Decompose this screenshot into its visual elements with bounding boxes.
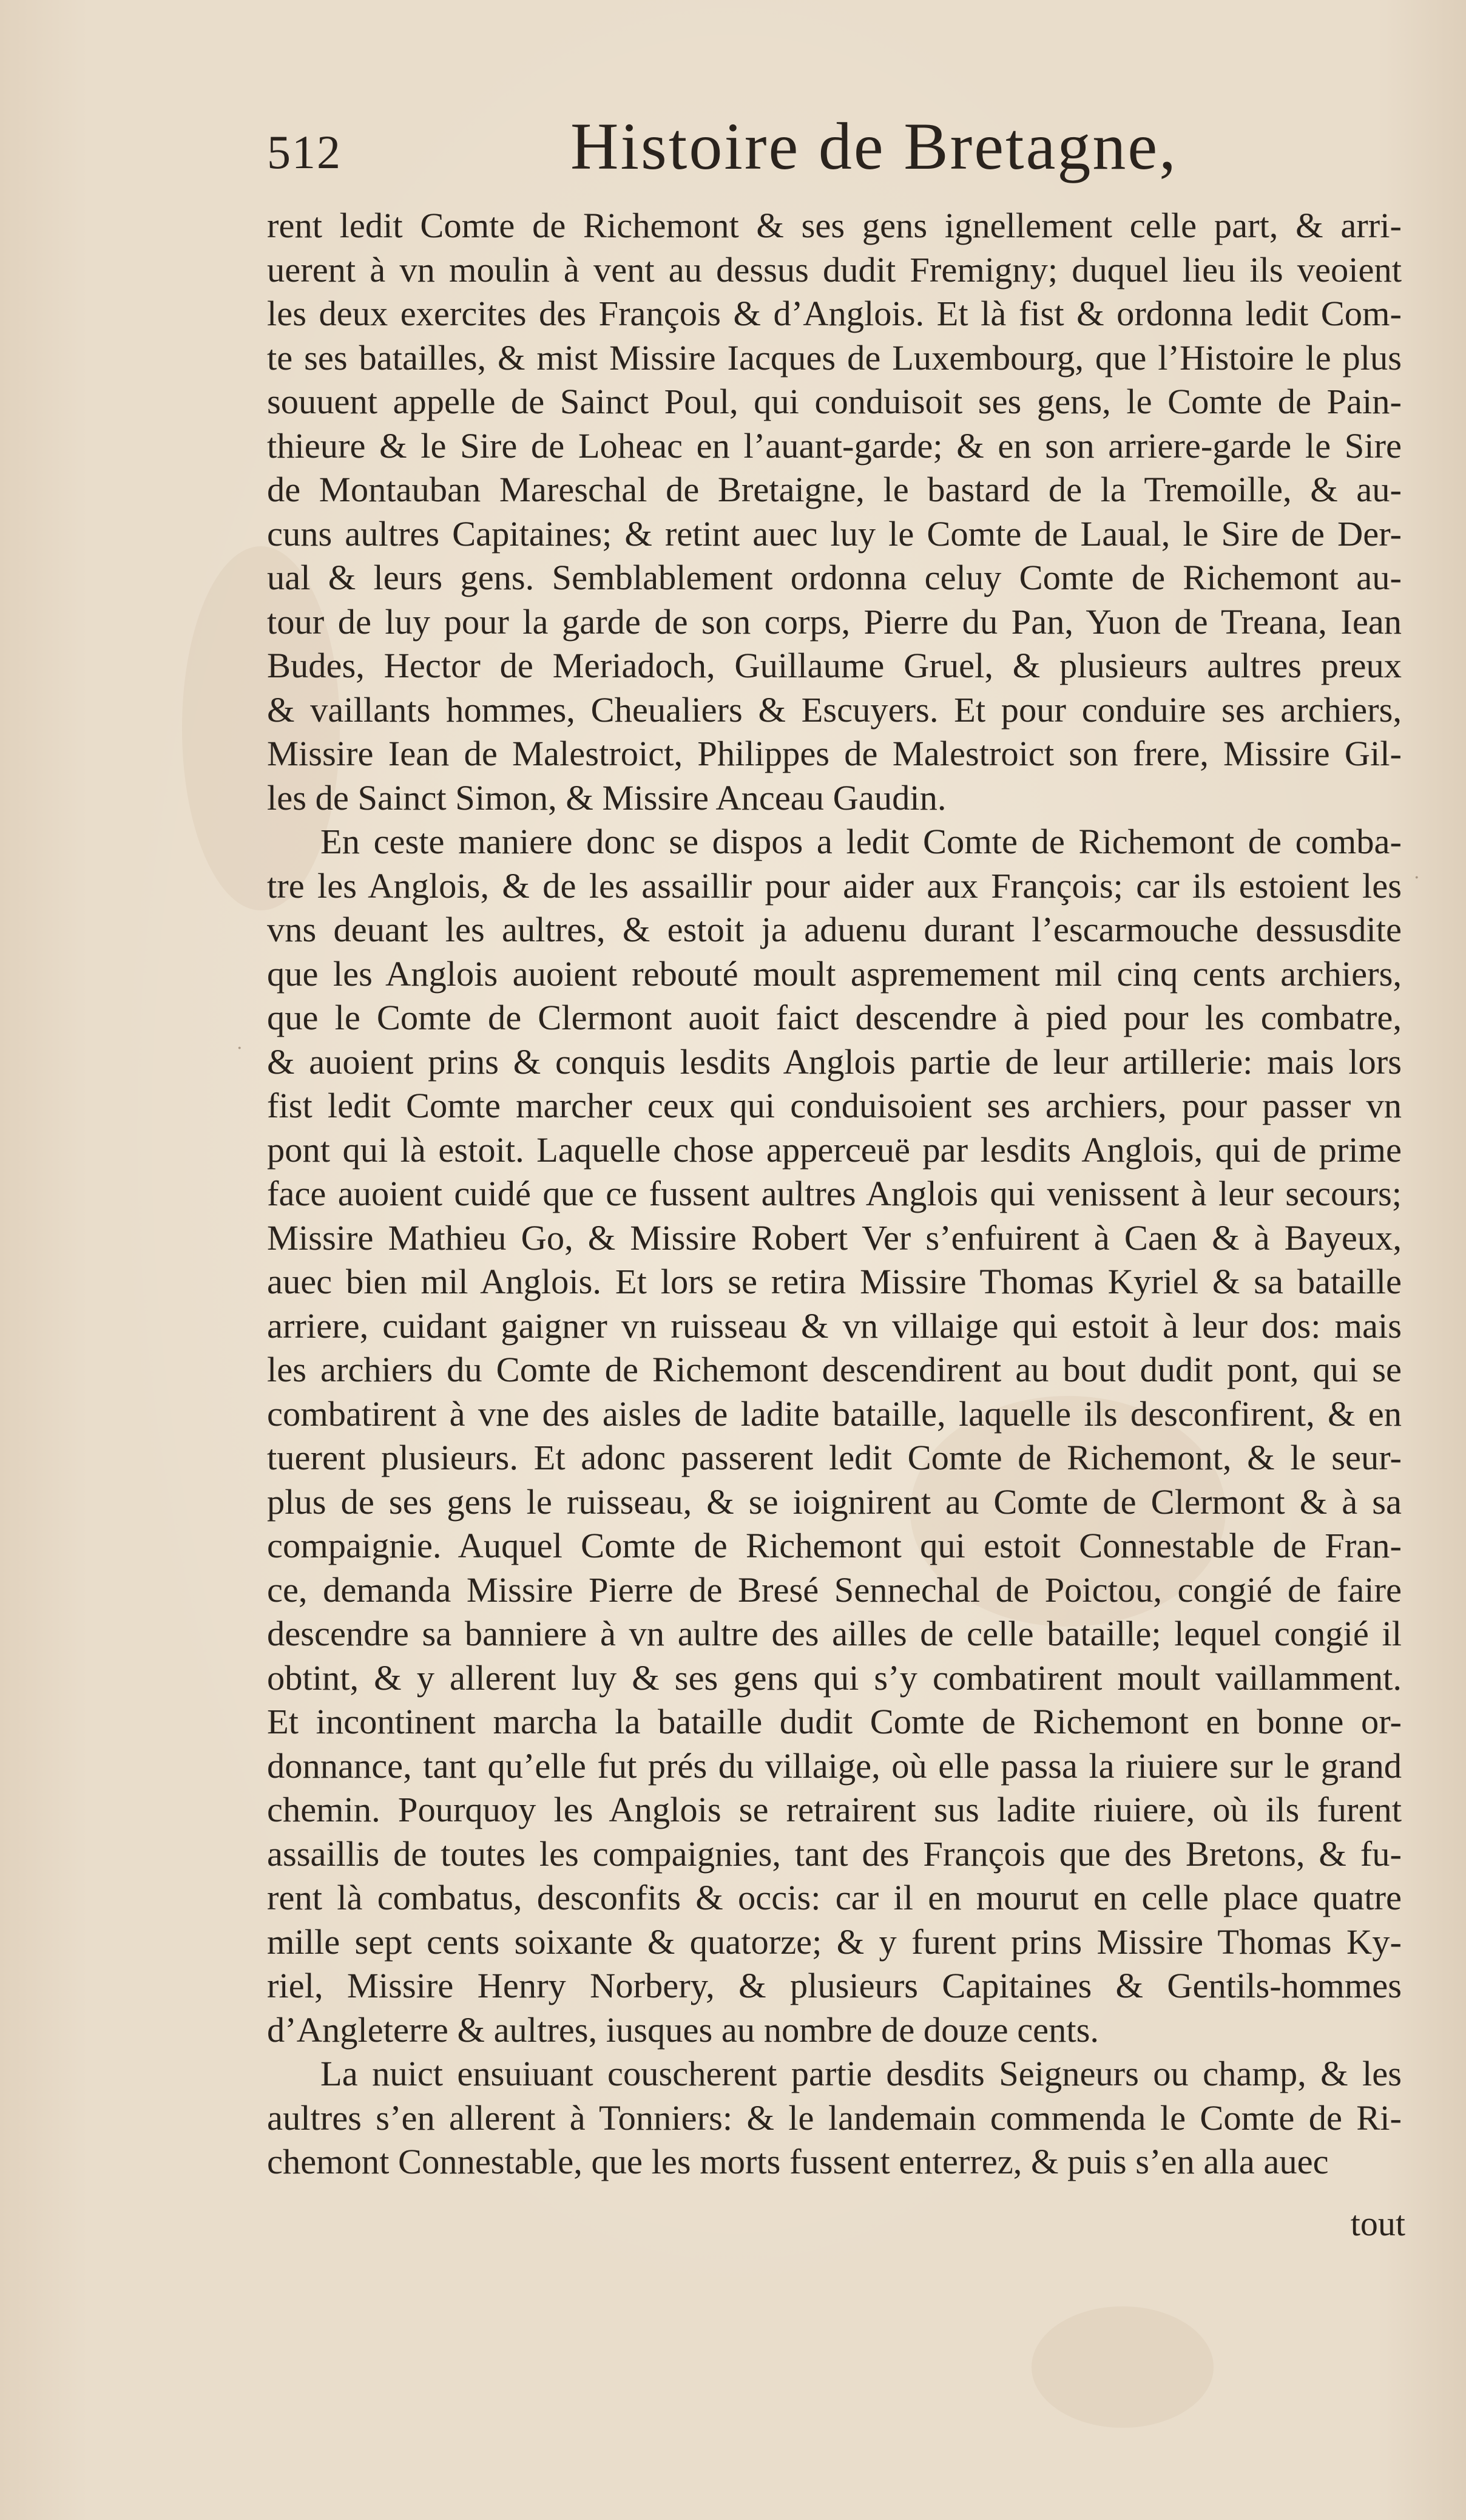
text-line: auec bien mil Anglois. Et lors se retira Missire Thomas Kyriel & sa bataille <box>267 1262 1402 1301</box>
text-line: riel, Missire Henry Norbery, & plusieurs Capitaines & Gentils-hommes <box>267 1966 1402 2005</box>
text-line: vns deuant les aultres, & estoit ja aduenu durant l’escarmouche dessusdite <box>267 910 1402 949</box>
text-line: chemont Connestable, que les morts fussent enterrez, & puis s’en alla auec <box>267 2142 1329 2181</box>
margin-mark: . <box>1414 862 1420 883</box>
page-number: 512 <box>267 126 342 178</box>
text-line: Et incontinent marcha la bataille dudit Comte de Richemont en bonne or- <box>267 1702 1402 1741</box>
text-line: tre les Anglois, & de les assaillir pour aider aux François; car ils estoient les <box>267 865 1402 906</box>
text-line: & vaillants hommes, Cheualiers & Escuyers. Et pour conduire ses archiers, <box>267 689 1402 730</box>
text-line: que les Anglois auoient rebouté moult aspremement mil cinq cents archiers, <box>267 953 1402 994</box>
body-text <box>267 204 1402 2184</box>
text-line: rent ledit Comte de Richemont & ses gens ignellement celle part, & arri- <box>267 206 1402 245</box>
margin-mark: · <box>237 1038 243 1059</box>
text-line: que le Comte de Clermont auoit faict descendre à pied pour les combatre, <box>267 998 1402 1037</box>
text-line: ce, demanda Missire Pierre de Bresé Sennechal de Poictou, congié de faire <box>267 1570 1402 1610</box>
text-line: La nuict ensuiuant couscherent partie desdits Seigneurs ou champ, & les <box>320 2054 1402 2093</box>
text-line: En ceste maniere donc se dispos a ledit Comte de Richemont de comba- <box>320 822 1402 861</box>
text-line: Budes, Hector de Meriadoch, Guillaume Gruel, & plusieurs aultres preux <box>267 646 1402 685</box>
text-line: tuerent plusieurs. Et adonc passerent ledit Comte de Richemont, & le seur- <box>267 1438 1402 1477</box>
text-line: rent là combatus, desconfits & occis: car il en mourut en celle place quatre <box>267 1878 1402 1917</box>
text-line: Missire Iean de Malestroict, Philippes de Malestroict son frere, Missire Gil- <box>267 734 1402 773</box>
text-line: mille sept cents soixante & quatorze; & y furent prins Missire Thomas Ky- <box>267 1922 1402 1962</box>
text-line: pont qui là estoit. Laquelle chose apperceuë par lesdits Anglois, qui de prime <box>267 1130 1402 1170</box>
catchword: tout <box>1350 2204 1405 2243</box>
text-line: ual & leurs gens. Semblablement ordonna celuy Comte de Richemont au- <box>267 558 1402 597</box>
text-line: assaillis de toutes les compaignies, tant des François que des Bretons, & fu- <box>267 1834 1402 1874</box>
text-line: combatirent à vne des aisles de ladite bataille, laquelle ils desconfirent, & en <box>267 1394 1402 1434</box>
text-line: donnance, tant qu’elle fut prés du villaige, où elle passa la riuiere sur le grand <box>267 1746 1402 1786</box>
page-header <box>267 108 1438 199</box>
text-line: descendre sa banniere à vn aultre des ailles de celle bataille; lequel congié il <box>267 1614 1402 1653</box>
text-line: plus de ses gens le ruisseau, & se ioignirent au Comte de Clermont & à sa <box>267 1482 1402 1522</box>
text-line: souuent appelle de Sainct Poul, qui conduisoit ses gens, le Comte de Pain- <box>267 382 1402 421</box>
text-line: de Montauban Mareschal de Bretaigne, le bastard de la Tremoille, & au- <box>267 470 1402 509</box>
text-line: obtint, & y allerent luy & ses gens qui s’y combatirent moult vaillamment. <box>267 1658 1402 1698</box>
text-line: tour de luy pour la garde de son corps, Pierre du Pan, Yuon de Treana, Iean <box>267 601 1402 642</box>
text-line: d’Angleterre & aultres, iusques au nombre de douze cents. <box>267 2010 1100 2050</box>
text-line: chemin. Pourquoy les Anglois se retrairent sus ladite riuiere, où ils furent <box>267 1790 1402 1829</box>
text-line: arriere, cuidant gaigner vn ruisseau & vn villaige qui estoit à leur dos: mais <box>267 1306 1402 1346</box>
text-line: face auoient cuidé que ce fussent aultres Anglois qui venissent à leur secours; <box>267 1174 1402 1213</box>
text-line: les deux exercites des François & d’Anglois. Et là fist & ordonna ledit Com- <box>267 294 1402 333</box>
text-line: te ses batailles, & mist Missire Iacques de Luxembourg, que l’Histoire le plus <box>267 337 1402 378</box>
text-line: aultres s’en allerent à Tonniers: & le landemain commenda le Comte de Ri- <box>267 2098 1402 2138</box>
text-line: uerent à vn moulin à vent au dessus dudit Fremigny; duquel lieu ils veoient <box>267 249 1402 290</box>
paper-stain <box>1032 2306 1214 2428</box>
text-line: les archiers du Comte de Richemont descendirent au bout dudit pont, qui se <box>267 1350 1402 1389</box>
text-line: thieure & le Sire de Loheac en l’auant-garde; & en son arriere-garde le Sire <box>267 425 1402 466</box>
running-head-title: Histoire de Bretagne, <box>570 109 1178 183</box>
text-line: cuns aultres Capitaines; & retint auec luy le Comte de Laual, le Sire de Der- <box>267 513 1402 554</box>
text-line: les de Sainct Simon, & Missire Anceau Gaudin. <box>267 777 947 818</box>
text-line: fist ledit Comte marcher ceux qui conduisoient ses archiers, pour passer vn <box>267 1086 1402 1125</box>
text-line: compaignie. Auquel Comte de Richemont qui estoit Connestable de Fran- <box>267 1526 1402 1565</box>
text-line: Missire Mathieu Go, & Missire Robert Ver s’enfuirent à Caen & à Bayeux, <box>267 1218 1402 1258</box>
text-line: & auoient prins & conquis lesdits Anglois partie de leur artillerie: mais lors <box>267 1042 1402 1082</box>
